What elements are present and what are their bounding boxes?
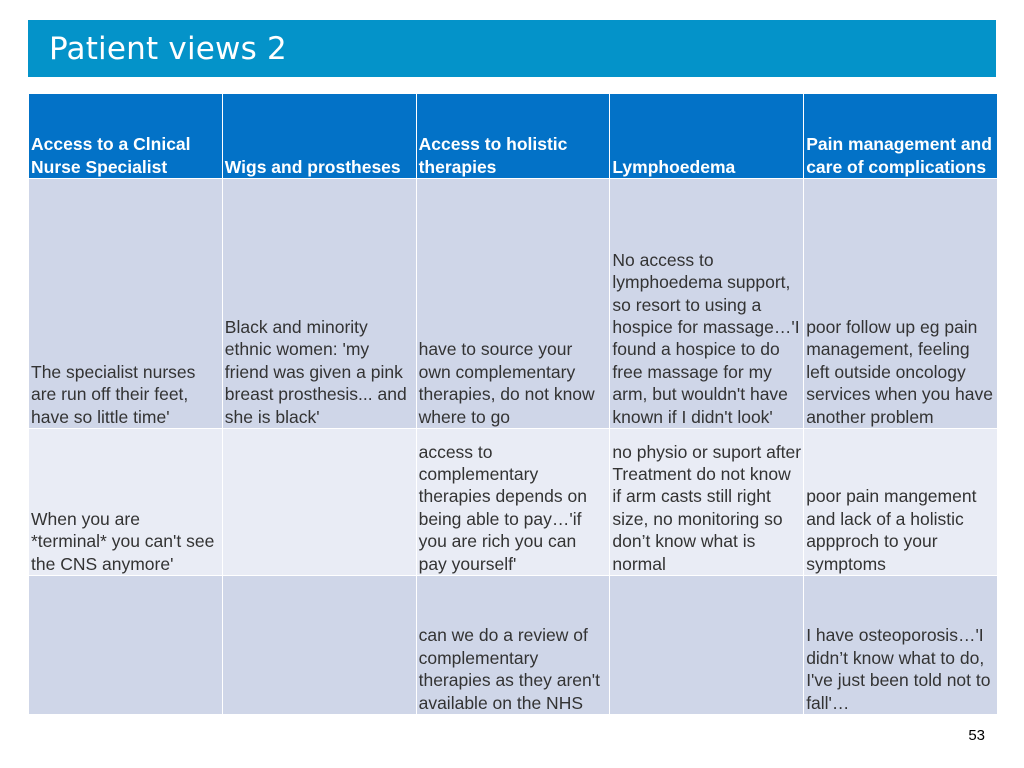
header-lymphoedema: Lymphoedema: [610, 94, 804, 179]
table-cell: poor follow up eg pain management, feeling left outside oncology services when you have another problem: [804, 179, 998, 429]
header-wigs-prostheses: Wigs and prostheses: [222, 94, 416, 179]
page-number: 53: [968, 727, 985, 744]
table-cell: no physio or suport after Treatment do not know if arm casts still right size, no monitoring so don’t know what is normal: [610, 429, 804, 576]
patient-views-table: [28, 93, 998, 715]
table-cell: can we do a review of complementary therapies as they aren't available on the NHS: [416, 576, 610, 715]
slide-title: Patient views 2: [49, 30, 287, 67]
table-cell: The specialist nurses are run off their feet, have so little time': [29, 179, 223, 429]
table-cell: [222, 429, 416, 576]
table-cell: Black and minority ethnic women: 'my friend was given a pink breast prosthesis... and she is black': [222, 179, 416, 429]
table-cell: poor pain mangement and lack of a holistic appproch to your symptoms: [804, 429, 998, 576]
header-cns-access: Access to a Clnical Nurse Specialist: [29, 94, 223, 179]
table-row: [29, 576, 998, 715]
table-row: [29, 429, 998, 576]
table-header-row: [29, 94, 998, 179]
table-cell: [610, 576, 804, 715]
table-cell: [29, 576, 223, 715]
title-bar: [28, 20, 996, 77]
table-cell: No access to lymphoedema support, so resort to using a hospice for massage…'I found a hospice to do free massage for my arm, but wouldn't have known if I didn't look': [610, 179, 804, 429]
table-cell: I have osteoporosis…'I didn’t know what to do, I've just been told not to fall'…: [804, 576, 998, 715]
table-row: [29, 179, 998, 429]
table-cell: [222, 576, 416, 715]
table-cell: When you are *terminal* you can't see the CNS anymore': [29, 429, 223, 576]
table-cell: access to complementary therapies depends on being able to pay…'if you are rich you can pay yourself': [416, 429, 610, 576]
header-pain-management: Pain management and care of complications: [804, 94, 998, 179]
table-cell: have to source your own complementary therapies, do not know where to go: [416, 179, 610, 429]
header-holistic-therapies: Access to holistic therapies: [416, 94, 610, 179]
